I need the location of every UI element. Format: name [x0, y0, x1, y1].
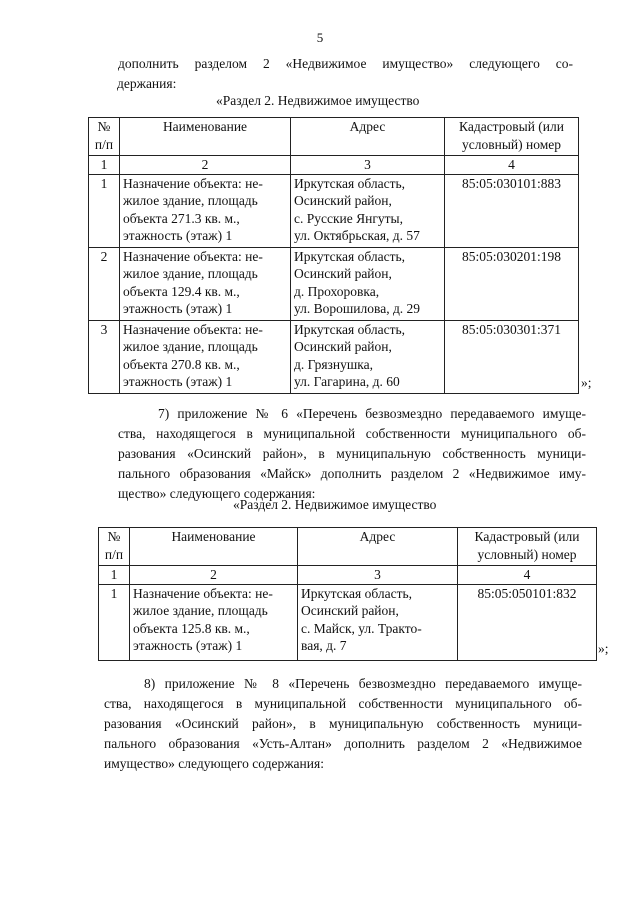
colnum: 1 — [99, 566, 130, 585]
header-name: Наименование — [120, 118, 291, 156]
header-cadastral: Кадастровый (или условный) номер — [445, 118, 579, 156]
name-line: Назначение объекта: не- — [133, 585, 273, 601]
row-num: 3 — [89, 320, 120, 393]
address-line: Осинский район, — [294, 266, 392, 281]
address-line: Иркутская область, — [301, 585, 413, 601]
row-name — [120, 320, 291, 393]
address-line: с. Русские Янгуты, — [294, 210, 403, 226]
address-line: ул. Октябрьская, д. 57 — [294, 228, 420, 243]
section1-title: «Раздел 2. Недвижимое имущество — [216, 93, 420, 108]
section1-table — [88, 117, 579, 394]
table-colnum-row — [99, 566, 597, 585]
paragraph-line: пального образования «Усть-Алтан» дополнить разделом 2 «Недвижимое — [104, 736, 582, 751]
row-cadastral: 85:05:030101:883 — [445, 174, 579, 247]
address-line: вая, д. 7 — [301, 638, 347, 653]
paragraph-line: 8) приложение № 8 «Перечень безвозмездно передаваемого имуще- — [144, 676, 582, 691]
address-line: Иркутская область, — [294, 175, 406, 191]
address-line: Осинский район, — [294, 339, 392, 354]
address-line: Осинский район, — [301, 603, 399, 618]
name-line: этажность (этаж) 1 — [123, 301, 233, 316]
address-line: Осинский район, — [294, 193, 392, 208]
row-address — [291, 247, 445, 320]
paragraph-line: пального образования «Майск» дополнить разделом 2 «Недвижимое иму- — [118, 466, 586, 481]
table-colnum-row — [89, 156, 579, 175]
name-line: жилое здание, площадь — [133, 603, 268, 618]
name-line: объекта 271.3 кв. м., — [123, 210, 240, 226]
paragraph-line: имущество» следующего содержания: — [104, 756, 324, 771]
row-address — [291, 174, 445, 247]
table-header-row — [99, 528, 597, 566]
row-num: 1 — [99, 584, 130, 660]
row-address — [298, 584, 458, 660]
name-line: этажность (этаж) 1 — [123, 228, 233, 243]
header-num: № п/п — [99, 528, 130, 566]
name-line: этажность (этаж) 1 — [133, 638, 243, 653]
colnum: 4 — [445, 156, 579, 175]
name-line: объекта 125.8 кв. м., — [133, 620, 250, 636]
name-line: этажность (этаж) 1 — [123, 374, 233, 389]
header-cadastral: Кадастровый (или условный) номер — [458, 528, 597, 566]
name-line: жилое здание, площадь — [123, 193, 258, 208]
header-name: Наименование — [130, 528, 298, 566]
colnum: 3 — [291, 156, 445, 175]
row-name — [130, 584, 298, 660]
header-address: Адрес — [291, 118, 445, 156]
colnum: 1 — [89, 156, 120, 175]
name-line: жилое здание, площадь — [123, 339, 258, 354]
paragraph-8 — [104, 674, 582, 774]
table-row — [89, 174, 579, 247]
address-line: с. Майск, ул. Тракто- — [301, 620, 422, 636]
table-header-row — [89, 118, 579, 156]
paragraph-line: ства, находящегося в муниципальной собственности муниципального об- — [104, 696, 582, 711]
name-line: жилое здание, площадь — [123, 266, 258, 281]
colnum: 3 — [298, 566, 458, 585]
address-line: д. Грязнушка, — [294, 356, 373, 372]
name-line: Назначение объекта: не- — [123, 321, 263, 337]
address-line: д. Прохоровка, — [294, 283, 380, 299]
intro-line: держания: — [117, 76, 177, 91]
section2-closing-quote: »; — [598, 641, 609, 656]
intro-line: дополнить разделом 2 «Недвижимое имущество» следующего со- — [118, 56, 573, 71]
row-cadastral: 85:05:030301:371 — [445, 320, 579, 393]
row-num: 2 — [89, 247, 120, 320]
table-row — [89, 247, 579, 320]
paragraph-line: ства, находящегося в муниципальной собственности муниципального об- — [118, 426, 586, 441]
section2-table — [98, 527, 597, 661]
address-line: Иркутская область, — [294, 248, 406, 264]
name-line: объекта 129.4 кв. м., — [123, 283, 240, 299]
name-line: Назначение объекта: не- — [123, 175, 263, 191]
section2-title: «Раздел 2. Недвижимое имущество — [233, 497, 437, 512]
header-address: Адрес — [298, 528, 458, 566]
table-row — [89, 320, 579, 393]
name-line: Назначение объекта: не- — [123, 248, 263, 264]
colnum: 2 — [120, 156, 291, 175]
header-num: № п/п — [89, 118, 120, 156]
row-address — [291, 320, 445, 393]
table-row — [99, 584, 597, 660]
paragraph-7 — [118, 404, 586, 504]
paragraph-line: 7) приложение № 6 «Перечень безвозмездно передаваемого имуще- — [158, 406, 586, 421]
colnum: 4 — [458, 566, 597, 585]
paragraph-line: щество» следующего содержания: — [118, 486, 316, 501]
row-name — [120, 247, 291, 320]
paragraph-line: разования «Осинский район», в муниципальную собственность муници- — [104, 716, 582, 731]
colnum: 2 — [130, 566, 298, 585]
intro-paragraph — [118, 54, 573, 94]
row-cadastral: 85:05:050101:832 — [458, 584, 597, 660]
name-line: объекта 270.8 кв. м., — [123, 356, 240, 372]
paragraph-line: разования «Осинский район», в муниципальную собственность муници- — [118, 446, 586, 461]
page-number: 5 — [316, 30, 324, 45]
row-num: 1 — [89, 174, 120, 247]
row-name — [120, 174, 291, 247]
address-line: ул. Ворошилова, д. 29 — [294, 301, 421, 316]
address-line: Иркутская область, — [294, 321, 406, 337]
row-cadastral: 85:05:030201:198 — [445, 247, 579, 320]
section1-closing-quote: »; — [581, 375, 592, 390]
address-line: ул. Гагарина, д. 60 — [294, 374, 400, 389]
